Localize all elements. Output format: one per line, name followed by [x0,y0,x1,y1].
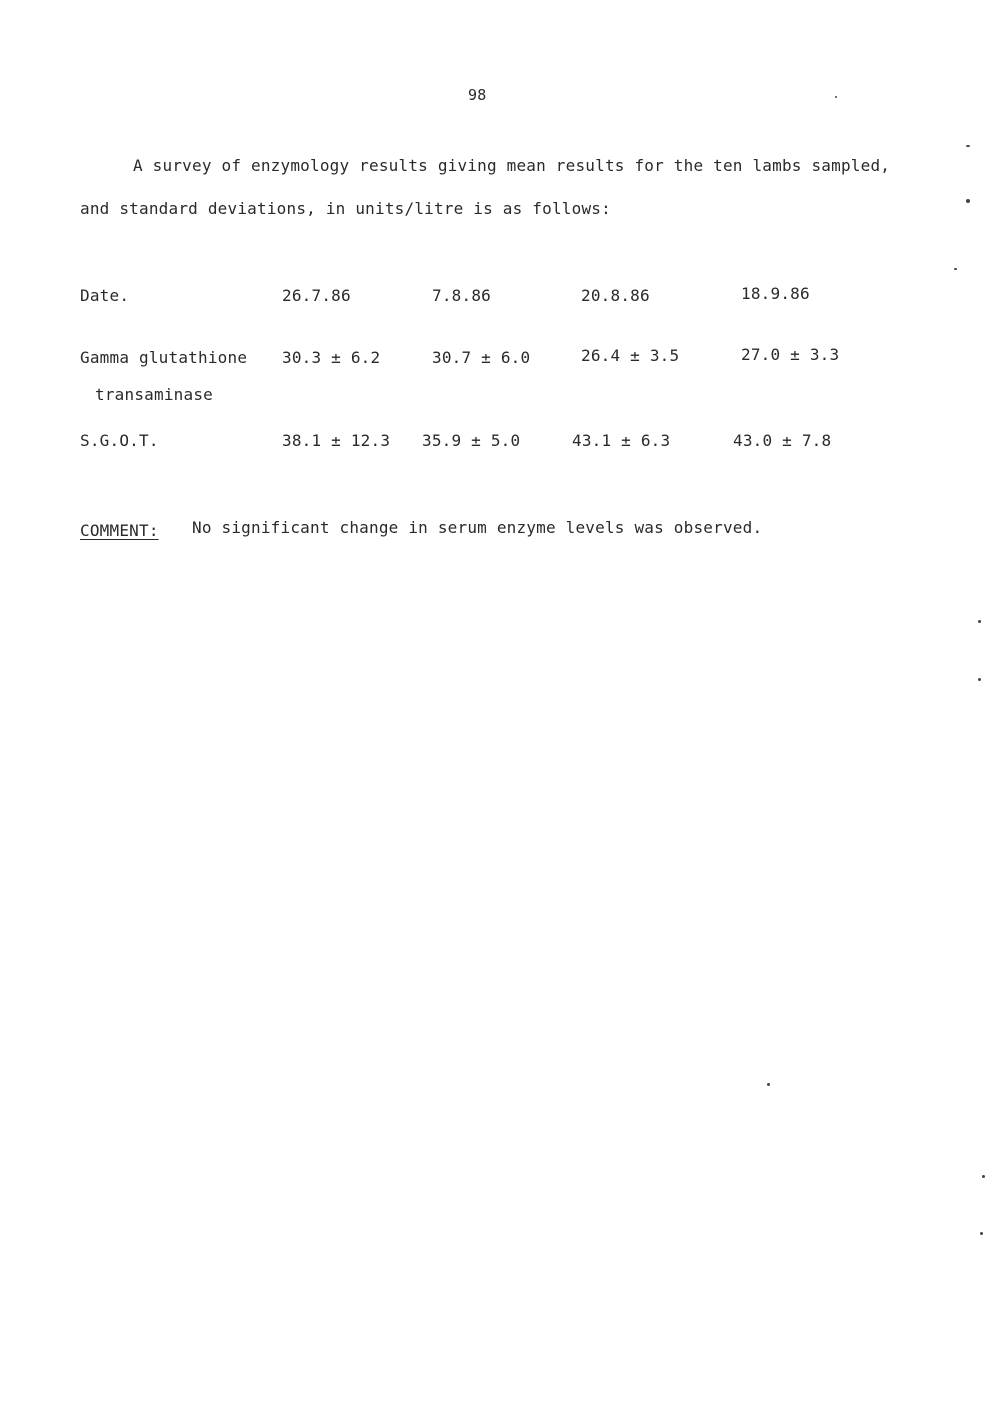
scan-speck [966,199,970,203]
date-header-cell: 20.8.86 [581,286,650,305]
scan-speck [978,620,981,623]
table-cell: 30.7 ± 6.0 [432,348,531,367]
scan-speck [835,96,837,98]
scan-speck [980,1232,983,1235]
scan-speck [966,145,970,147]
table-cell: 43.1 ± 6.3 [572,431,671,450]
page-number: 98 [468,86,487,104]
scan-speck [767,1083,770,1086]
date-header-cell: 18.9.86 [741,284,810,303]
table-cell: 43.0 ± 7.8 [733,431,832,450]
table-cell: 26.4 ± 3.5 [581,346,680,365]
table-cell: 30.3 ± 6.2 [282,348,381,367]
date-header-cell: 26.7.86 [282,286,351,305]
row-label-sgot: S.G.O.T. [80,431,159,450]
date-header-cell: 7.8.86 [432,286,491,305]
table-cell: 27.0 ± 3.3 [741,345,840,364]
intro-text-line-1: A survey of enzymology results giving mean results for the ten lambs sampled, [133,156,891,175]
scan-speck [954,268,957,270]
row-label-gamma-glutathione: Gamma glutathione [80,348,248,367]
intro-text-line-2: and standard deviations, in units/litre is as follows: [80,199,611,218]
row-label-continuation: transaminase [95,385,213,404]
scan-speck [982,1175,985,1178]
comment-text: No significant change in serum enzyme levels was observed. [192,518,763,537]
comment-label: COMMENT: [80,521,159,540]
table-cell: 38.1 ± 12.3 [282,431,391,450]
date-row-label: Date. [80,286,130,305]
table-cell: 35.9 ± 5.0 [422,431,521,450]
scan-speck [978,678,981,681]
